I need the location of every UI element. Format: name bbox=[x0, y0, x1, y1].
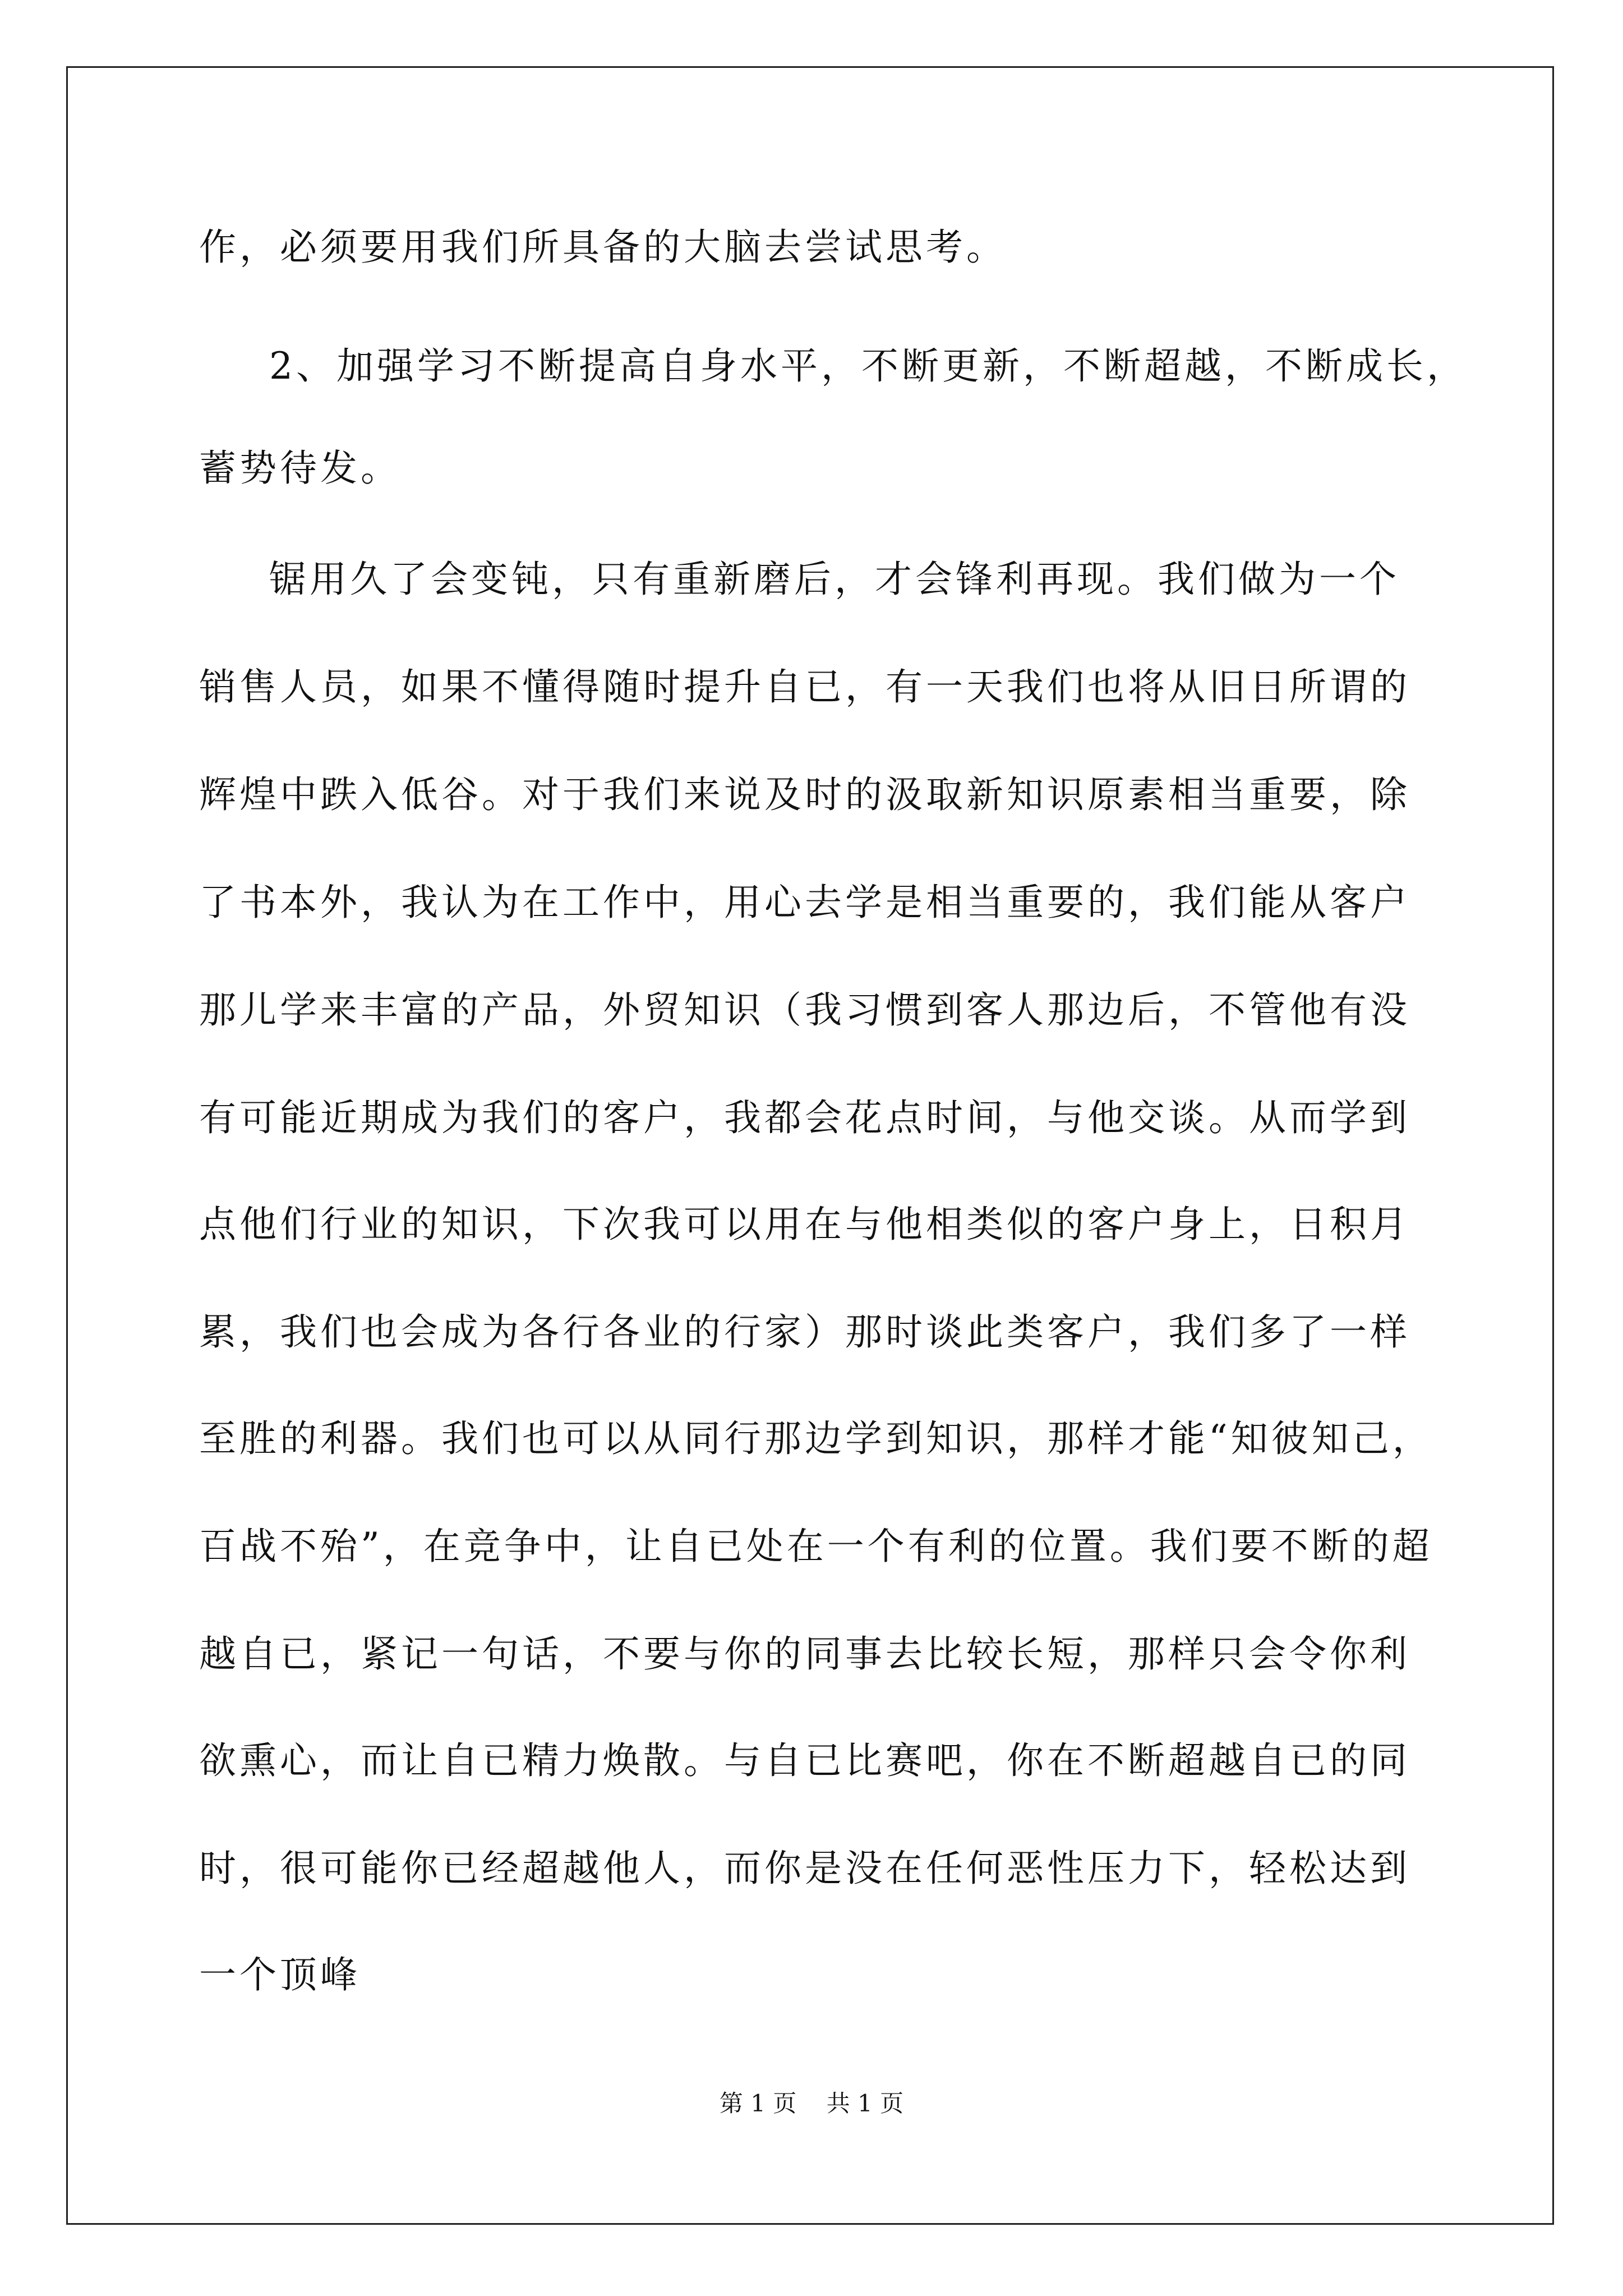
text-line: 辉煌中跌入低谷。对于我们来说及时的汲取新知识原素相当重要，除 bbox=[199, 773, 1410, 816]
text-line: 蓄势待发。 bbox=[199, 447, 401, 490]
text-line: 2、加强学习不断提高自身水平，不断更新，不断超越，不断成长， bbox=[269, 344, 1467, 388]
text-line: 那儿学来丰富的产品，外贸知识（我习惯到客人那边后，不管他有没 bbox=[199, 988, 1410, 1032]
text-line: 百战不殆”，在竞争中，让自已处在一个有利的位置。我们要不断的超 bbox=[199, 1525, 1433, 1568]
text-line: 一个顶峰 bbox=[199, 1953, 361, 1996]
text-line: 销售人员，如果不懂得随时提升自已，有一天我们也将从旧日所谓的 bbox=[199, 665, 1410, 708]
text-line: 了书本外，我认为在工作中，用心去学是相当重要的，我们能从客户 bbox=[199, 881, 1410, 924]
text-line: 时，很可能你已经超越他人，而你是没在任何恶性压力下，轻松达到 bbox=[199, 1847, 1410, 1890]
text-line: 点他们行业的知识，下次我可以用在与他相类似的客户身上，日积月 bbox=[199, 1203, 1410, 1246]
text-line: 欲熏心，而让自已精力焕散。与自已比赛吧，你在不断超越自已的同 bbox=[199, 1739, 1410, 1782]
text-line: 至胜的利器。我们也可以从同行那边学到知识，那样才能“知彼知己， bbox=[199, 1417, 1433, 1460]
text-line: 越自已，紧记一句话，不要与你的同事去比较长短，那样只会令你利 bbox=[199, 1632, 1410, 1676]
page-footer: 第 1 页 共 1 页 bbox=[719, 2090, 904, 2117]
text-line: 锯用久了会变钝，只有重新磨后，才会锋利再现。我们做为一个 bbox=[269, 558, 1400, 601]
text-line: 累，我们也会成为各行各业的行家）那时谈此类客户，我们多了一样 bbox=[199, 1310, 1410, 1354]
text-line: 有可能近期成为我们的客户，我都会花点时间，与他交谈。从而学到 bbox=[199, 1096, 1410, 1139]
text-line: 作，必须要用我们所具备的大脑去尝试思考。 bbox=[199, 226, 1007, 269]
